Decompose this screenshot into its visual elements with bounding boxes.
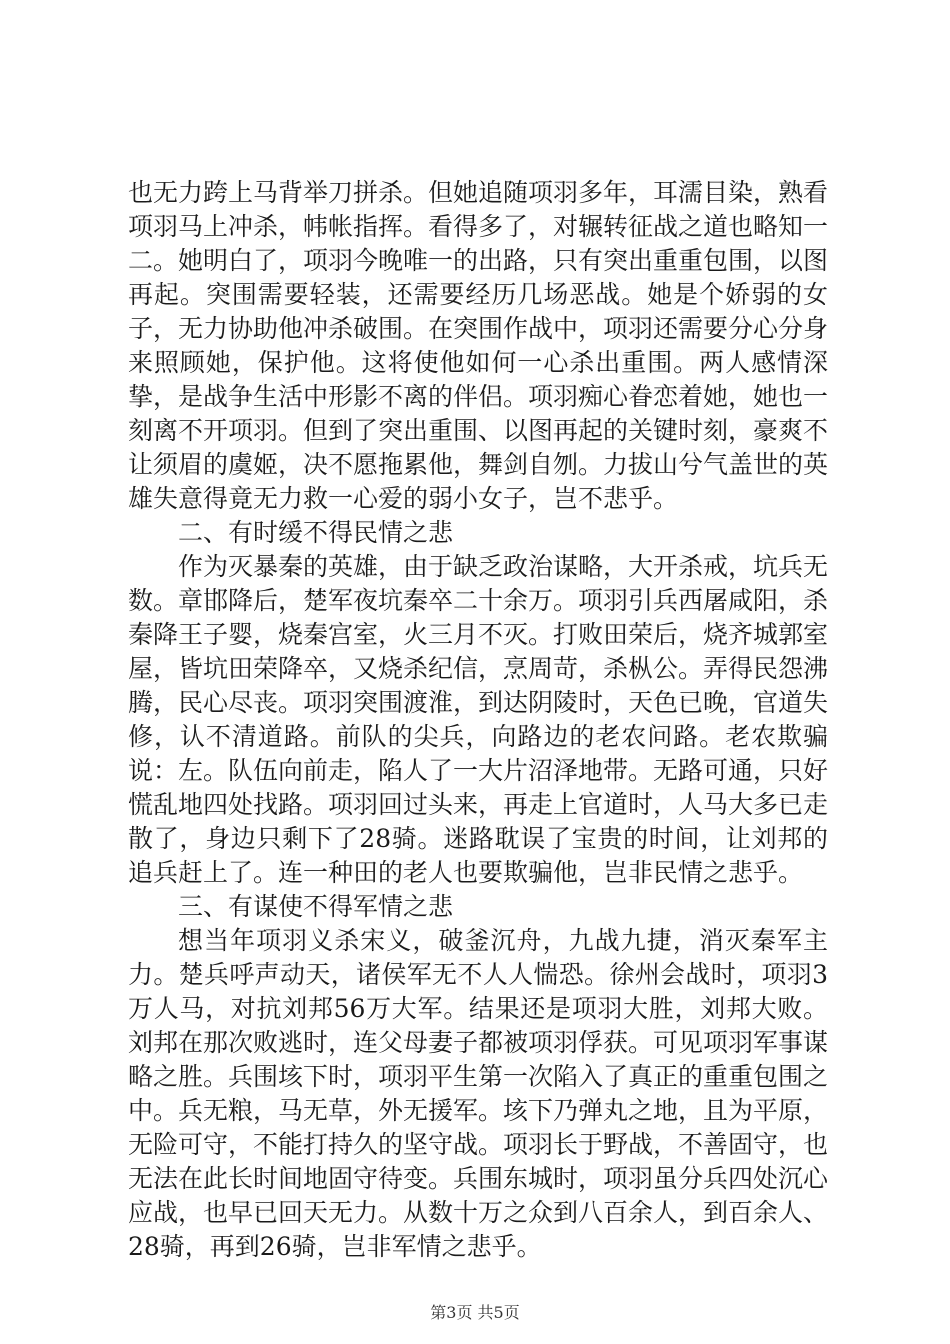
paragraph-section-2: 作为灭暴秦的英雄，由于缺乏政治谋略，大开杀戒，坑兵无数。章邯降后，楚军夜坑秦卒二十余万。项羽引兵西屠咸阳，杀秦降王子婴，烧秦宫室，火三月不灭。打败田荣后，烧齐城郭室屋，皆坑田荣降卒，又烧杀纪信，烹周苛，杀枞公。弄得民怨沸腾，民心尽丧。项羽突围渡淮，到达阴陵时，天色已晚，官道失修，认不清道路。前队的尖兵，向路边的老农问路。老农欺骗说：左。队伍向前走，陷人了一大片沼泽地带。无路可通，只好慌乱地四处找路。项羽回过头来，再走上官道时，人马大多已走散了，身边只剩下了28骑。迷路耽误了宝贵的时间，让刘邦的追兵赶上了。连一种田的老人也要欺骗他，岂非民情之悲乎。 bbox=[128, 552, 829, 887]
page-number-footer: 第3页 共5页 bbox=[430, 1303, 520, 1322]
section-heading-3: 三、有谋使不得军情之悲 bbox=[178, 892, 454, 921]
paragraph-section-3: 想当年项羽义杀宋义，破釜沉舟，九战九捷，消灭秦军主力。楚兵呼声动天，诸侯军无不人人惴恐。徐州会战时，项羽3万人马，对抗刘邦56万大军。结果还是项羽大胜，刘邦大败。刘邦在那次败逃时，连父母妻子都被项羽俘获。可见项羽军事谋略之胜。兵围垓下时，项羽平生第一次陷入了真正的重重包围之中。兵无粮，马无草，外无援军。垓下乃弹丸之地，且为平原，无险可守，不能打持久的坚守战。项羽长于野战，不善固守，也无法在此长时间地固守待变。兵围东城时，项羽虽分兵四处沉心应战，也早已回天无力。从数十万之众到八百余人，到百余人、28骑，再到26骑，岂非军情之悲乎。 bbox=[128, 926, 829, 1261]
section-heading-2: 二、有时缓不得民情之悲 bbox=[178, 518, 454, 547]
paragraph-continued: 也无力跨上马背举刀拼杀。但她追随项羽多年，耳濡目染，熟看项羽马上冲杀，帏帐指挥。看得多了，对辗转征战之道也略知一二。她明白了，项羽今晚唯一的出路，只有突出重重包围，以图再起。突围需要轻装，还需要经历几场恶战。她是个娇弱的女子，无力协助他冲杀破围。在突围作战中，项羽还需要分心分身来照顾她，保护他。这将使他如何一心杀出重围。两人感情深挚，是战争生活中形影不离的伴侣。项羽痴心眷恋着她，她也一刻离不开项羽。但到了突出重围、以图再起的关键时刻，豪爽不让须眉的虞姬，决不愿拖累他，舞剑自刎。力拔山兮气盖世的英雄失意得竟无力救一心爱的弱小女子，岂不悲乎。 bbox=[128, 178, 829, 513]
document-body bbox=[128, 176, 828, 1264]
